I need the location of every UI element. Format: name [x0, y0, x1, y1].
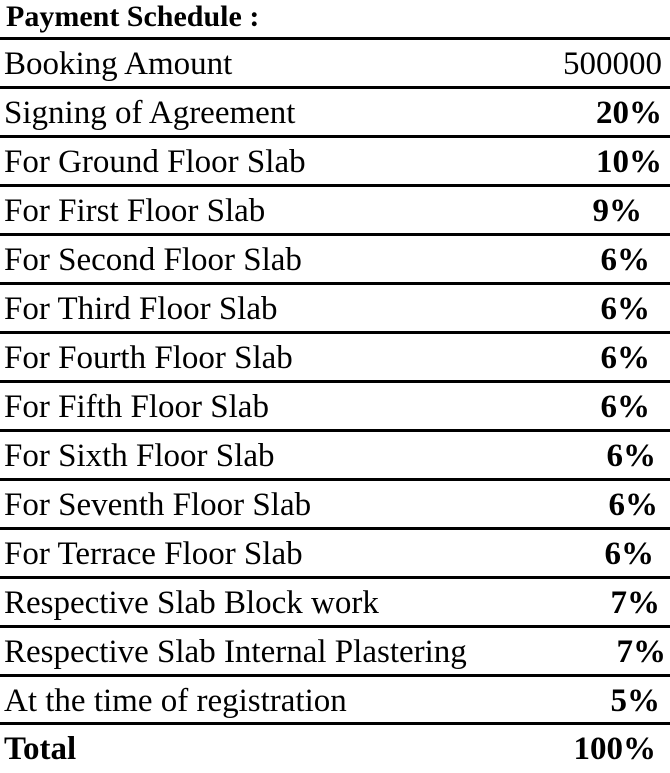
table-row — [0, 285, 670, 334]
row-value: 7% — [616, 634, 666, 670]
row-label: For Terrace Floor Slab — [4, 536, 303, 572]
total-value: 100% — [573, 731, 656, 767]
row-value: 6% — [600, 291, 650, 327]
total-row — [0, 722, 670, 768]
row-label: For Fourth Floor Slab — [4, 340, 293, 376]
table-row — [0, 530, 670, 579]
table-row — [0, 138, 670, 187]
row-label: Booking Amount — [4, 46, 233, 82]
table-row — [0, 579, 670, 628]
payment-schedule-table — [0, 37, 670, 723]
total-label: Total — [4, 731, 77, 767]
table-row — [0, 89, 670, 138]
row-value: 6% — [604, 536, 654, 572]
row-value: 6% — [608, 487, 658, 523]
row-label: For Third Floor Slab — [4, 291, 278, 327]
row-label: For First Floor Slab — [4, 193, 266, 229]
table-row — [0, 383, 670, 432]
table-row — [0, 677, 670, 723]
row-value: 10% — [596, 144, 662, 180]
row-value: 9% — [592, 193, 642, 229]
row-label: Signing of Agreement — [4, 95, 296, 131]
row-label: Respective Slab Internal Plastering — [4, 634, 467, 670]
row-label: For Second Floor Slab — [4, 242, 302, 278]
table-row — [0, 628, 670, 677]
table-row — [0, 236, 670, 285]
page-title: Payment Schedule : — [6, 0, 260, 33]
table-row — [0, 432, 670, 481]
row-label: For Sixth Floor Slab — [4, 438, 275, 474]
row-value: 6% — [606, 438, 656, 474]
table-row — [0, 334, 670, 383]
table-row — [0, 187, 670, 236]
row-value: 6% — [600, 389, 650, 425]
row-label: For Seventh Floor Slab — [4, 487, 312, 523]
row-value: 6% — [600, 242, 650, 278]
row-value: 7% — [610, 585, 660, 621]
row-value: 500000 — [563, 46, 662, 82]
row-label: At the time of registration — [4, 683, 347, 719]
row-value: 5% — [610, 683, 660, 719]
row-label: For Fifth Floor Slab — [4, 389, 269, 425]
row-label: Respective Slab Block work — [4, 585, 379, 621]
row-value: 20% — [596, 95, 662, 131]
table-row — [0, 40, 670, 89]
row-value: 6% — [600, 340, 650, 376]
row-label: For Ground Floor Slab — [4, 144, 306, 180]
table-row — [0, 481, 670, 530]
